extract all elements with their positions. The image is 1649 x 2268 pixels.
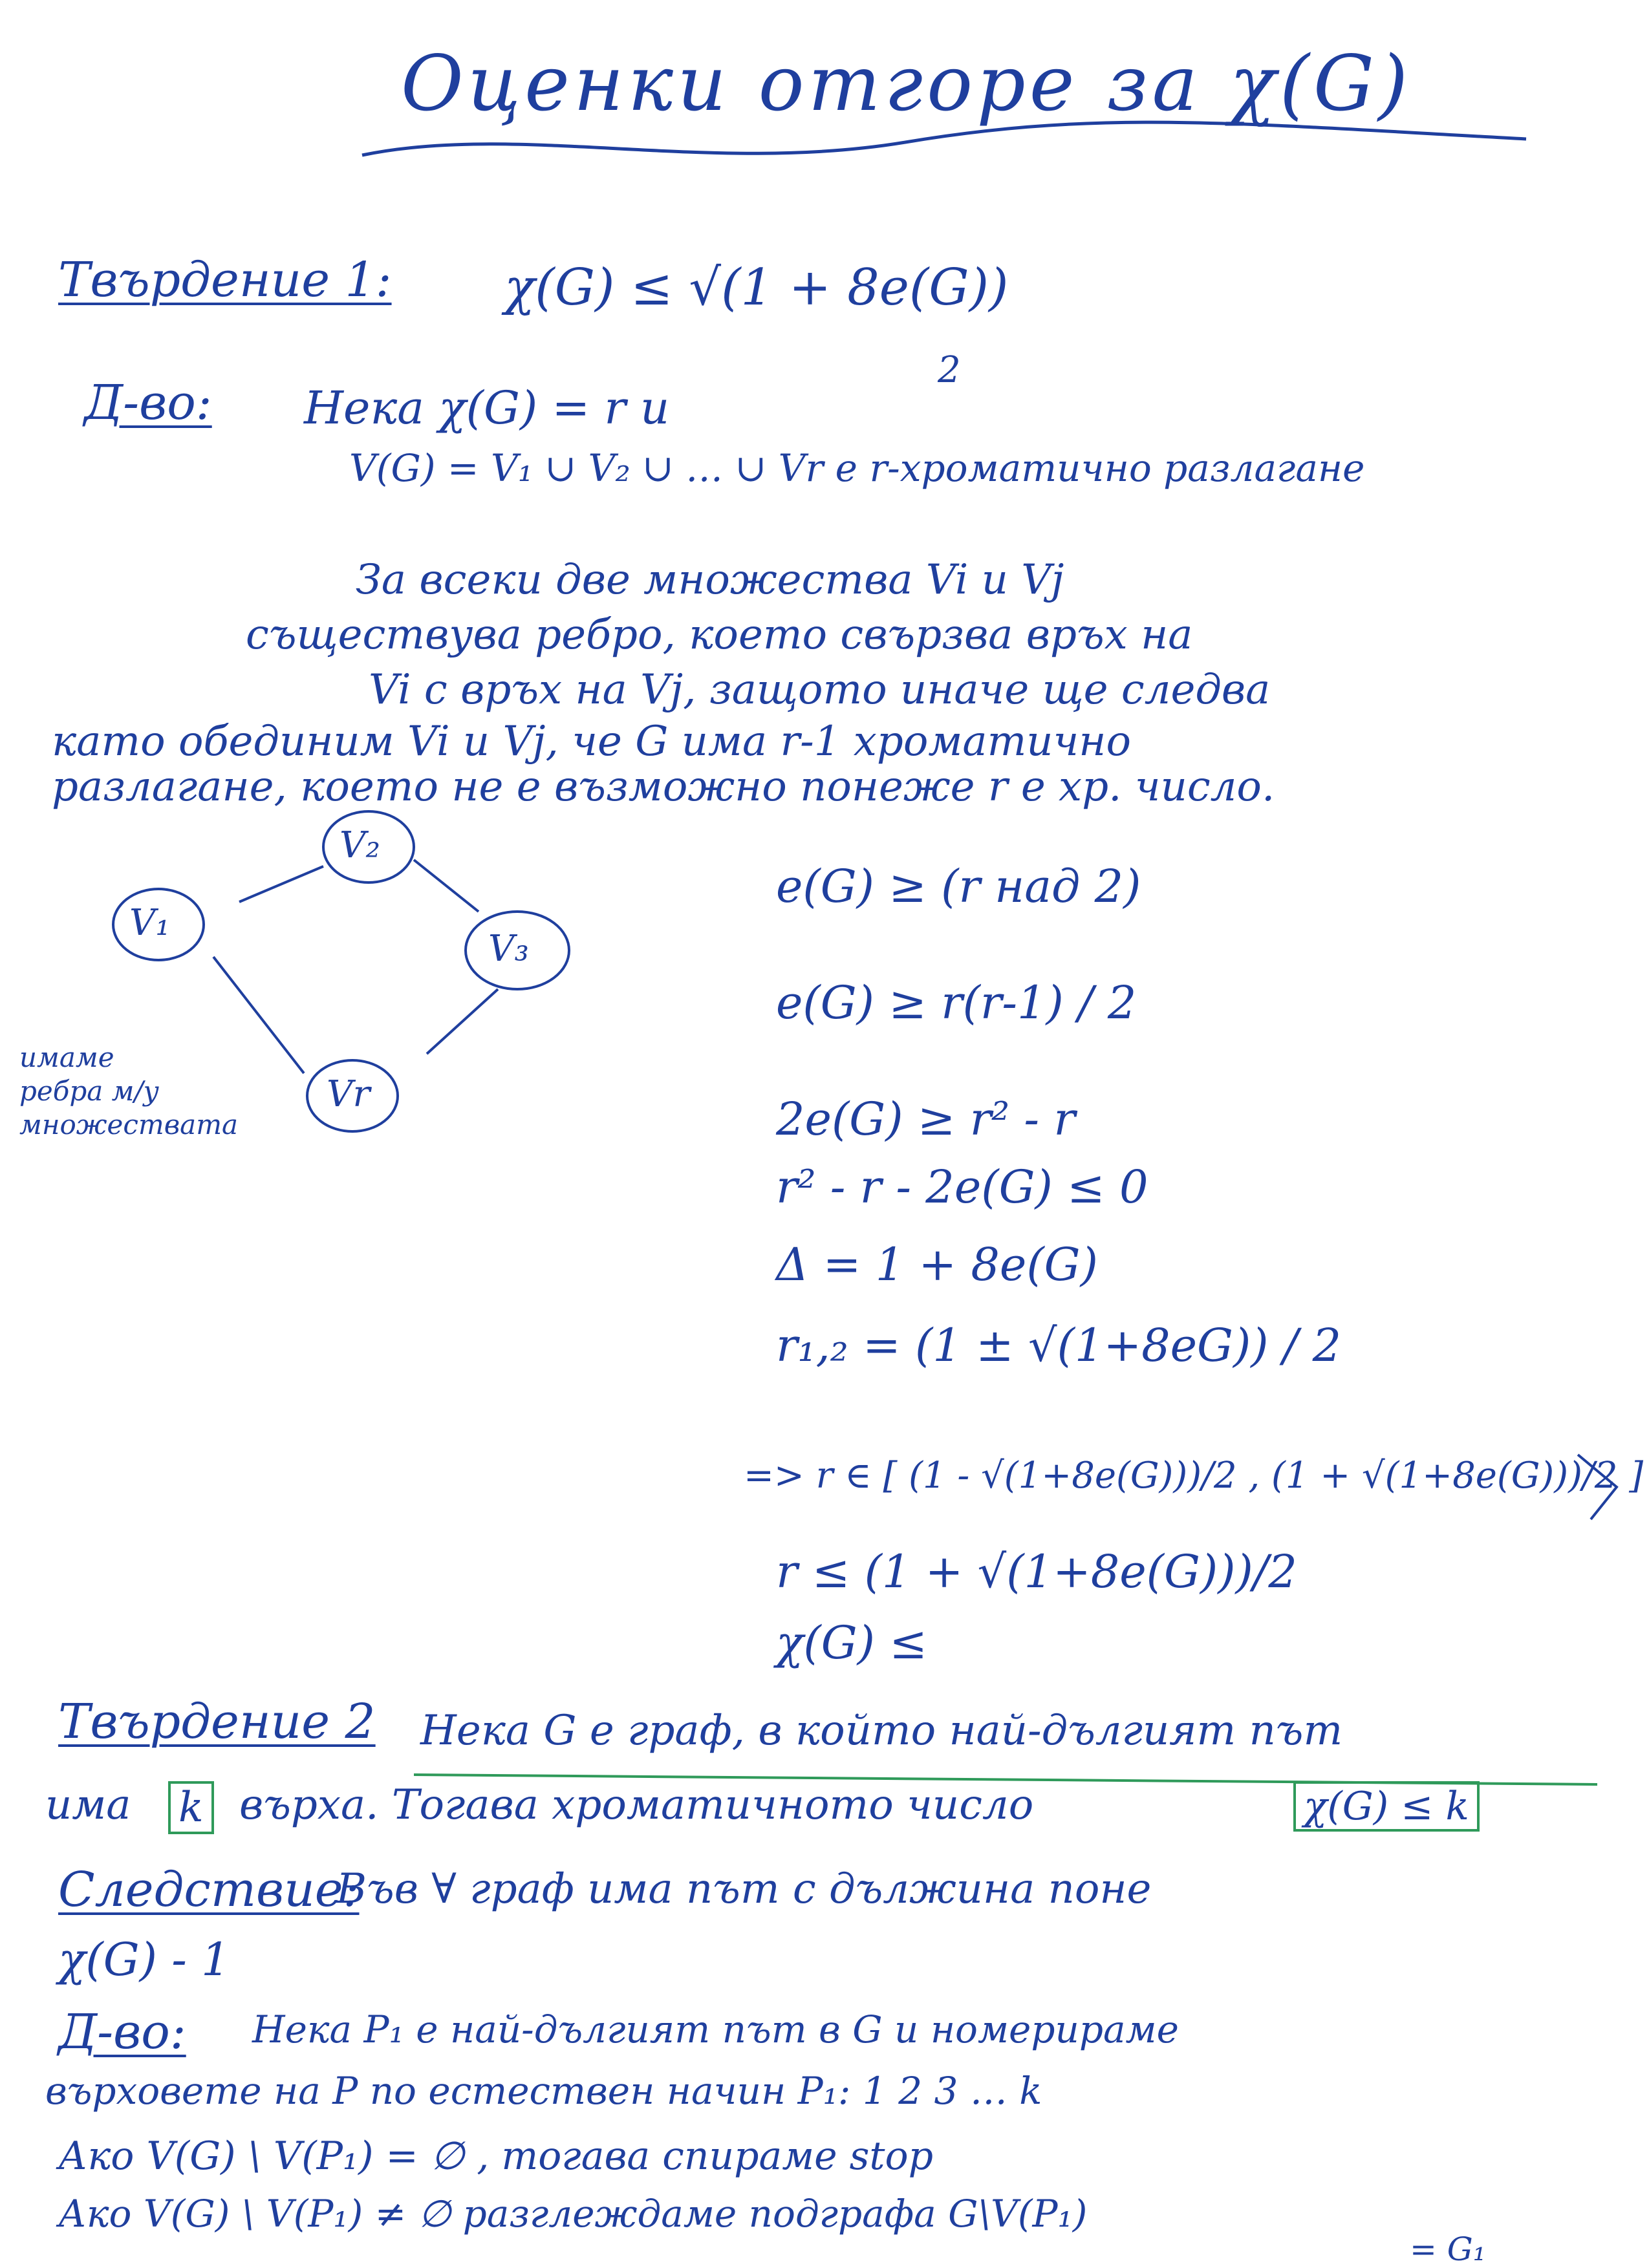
graph-side-note bbox=[19, 1041, 238, 1142]
node-v1-label: V₁ bbox=[129, 902, 170, 944]
corollary-label: Следствие: bbox=[58, 1862, 360, 1918]
derivation-step-6: r₁,₂ = (1 ± √(1+8eG)) / 2 bbox=[776, 1319, 1342, 1372]
derivation-step-3: 2e(G) ≥ r² - r bbox=[776, 1093, 1075, 1146]
proof2-line-1: Нека P₁ е най-дългият път в G и номерираме bbox=[252, 2007, 1179, 2051]
derivation-step-2: e(G) ≥ r(r-1) / 2 bbox=[776, 976, 1137, 1029]
graph-side-note-line-2: ребра м/у bbox=[19, 1075, 159, 1107]
derivation-step-1: e(G) ≥ (r над 2) bbox=[776, 860, 1141, 913]
claim2-text-2b: върха. Тогава хроматичното число bbox=[239, 1781, 1034, 1829]
proof1-line-5: Vi с връх на Vj, защото иначе ще следва bbox=[369, 666, 1271, 714]
proof2-line-3: Ако V(G) \ V(P₁) = ∅ , тогава спираме stop bbox=[58, 2134, 934, 2179]
proof2-line-2: върховете на P по естествен начин P₁: 1 2 3 … k bbox=[45, 2069, 1042, 2113]
proof2-line-5: = G₁ bbox=[1410, 2231, 1486, 2268]
node-v2-label: V₂ bbox=[339, 824, 380, 866]
derivation-step-9: χ(G) ≤ bbox=[776, 1616, 927, 1669]
corollary-text-2: χ(G) - 1 bbox=[58, 1933, 230, 1986]
proof1-exponent-note: 2 bbox=[938, 349, 961, 391]
derivation-step-4: r² - r - 2e(G) ≤ 0 bbox=[776, 1161, 1148, 1214]
proof1-line-1: Нека χ(G) = r и bbox=[304, 381, 670, 434]
derivation-step-8: r ≤ (1 + √(1+8e(G)))/2 bbox=[776, 1545, 1297, 1598]
corollary-text-1: Във ∀ граф има път с дължина поне bbox=[336, 1865, 1152, 1913]
proof1-line-4: съществува ребро, което свързва връх на bbox=[246, 611, 1193, 659]
edge-v2-v3 bbox=[414, 860, 479, 912]
graph-side-note-line-1: имаме bbox=[19, 1042, 114, 1073]
proof1-line-2: V(G) = V₁ ∪ V₂ ∪ … ∪ Vr е r-хроматично разлагане bbox=[349, 446, 1365, 490]
node-vr-label: Vr bbox=[327, 1073, 371, 1115]
claim2-text-1: Нека G е граф, в който най-дългият път bbox=[420, 1707, 1343, 1755]
proof2-label: Д-во: bbox=[58, 2004, 186, 2060]
edge-v1-v2 bbox=[239, 866, 323, 902]
proof1-line-3: За всеки две множества Vi и Vj bbox=[356, 556, 1064, 604]
claim1-label: Твърдение 1: bbox=[58, 252, 392, 308]
proof2-line-4: Ако V(G) \ V(P₁) ≠ ∅ разглеждаме подграфа G\V(P₁) bbox=[58, 2192, 1088, 2236]
claim2-k-box: k bbox=[168, 1781, 214, 1834]
node-v3-label: V₃ bbox=[488, 928, 529, 970]
proof1-line-7: разлагане, което не е възможно понеже r е хр. число. bbox=[52, 763, 1275, 811]
proof1-line-6: като обединим Vi и Vj, че G има r-1 хроматично bbox=[52, 718, 1131, 765]
claim2-label: Твърдение 2 bbox=[58, 1694, 376, 1749]
derivation-step-5: Δ = 1 + 8e(G) bbox=[776, 1238, 1098, 1291]
claim1-formula: χ(G) ≤ √(1 + 8e(G)) bbox=[504, 259, 1009, 317]
edge-v3-vr bbox=[427, 989, 498, 1054]
proof1-label: Д-во: bbox=[84, 375, 212, 431]
claim2-boxed-result: χ(G) ≤ k bbox=[1293, 1781, 1480, 1832]
page-title: Оценки отгоре за χ(G) bbox=[401, 39, 1412, 128]
claim2-text-2a: има bbox=[45, 1781, 131, 1829]
derivation-step-7: => r ∈ [ (1 - √(1+8e(G)))/2 , (1 + √(1+8e(G)))/2 ] bbox=[744, 1455, 1644, 1497]
graph-side-note-line-3: множествата bbox=[19, 1109, 239, 1140]
